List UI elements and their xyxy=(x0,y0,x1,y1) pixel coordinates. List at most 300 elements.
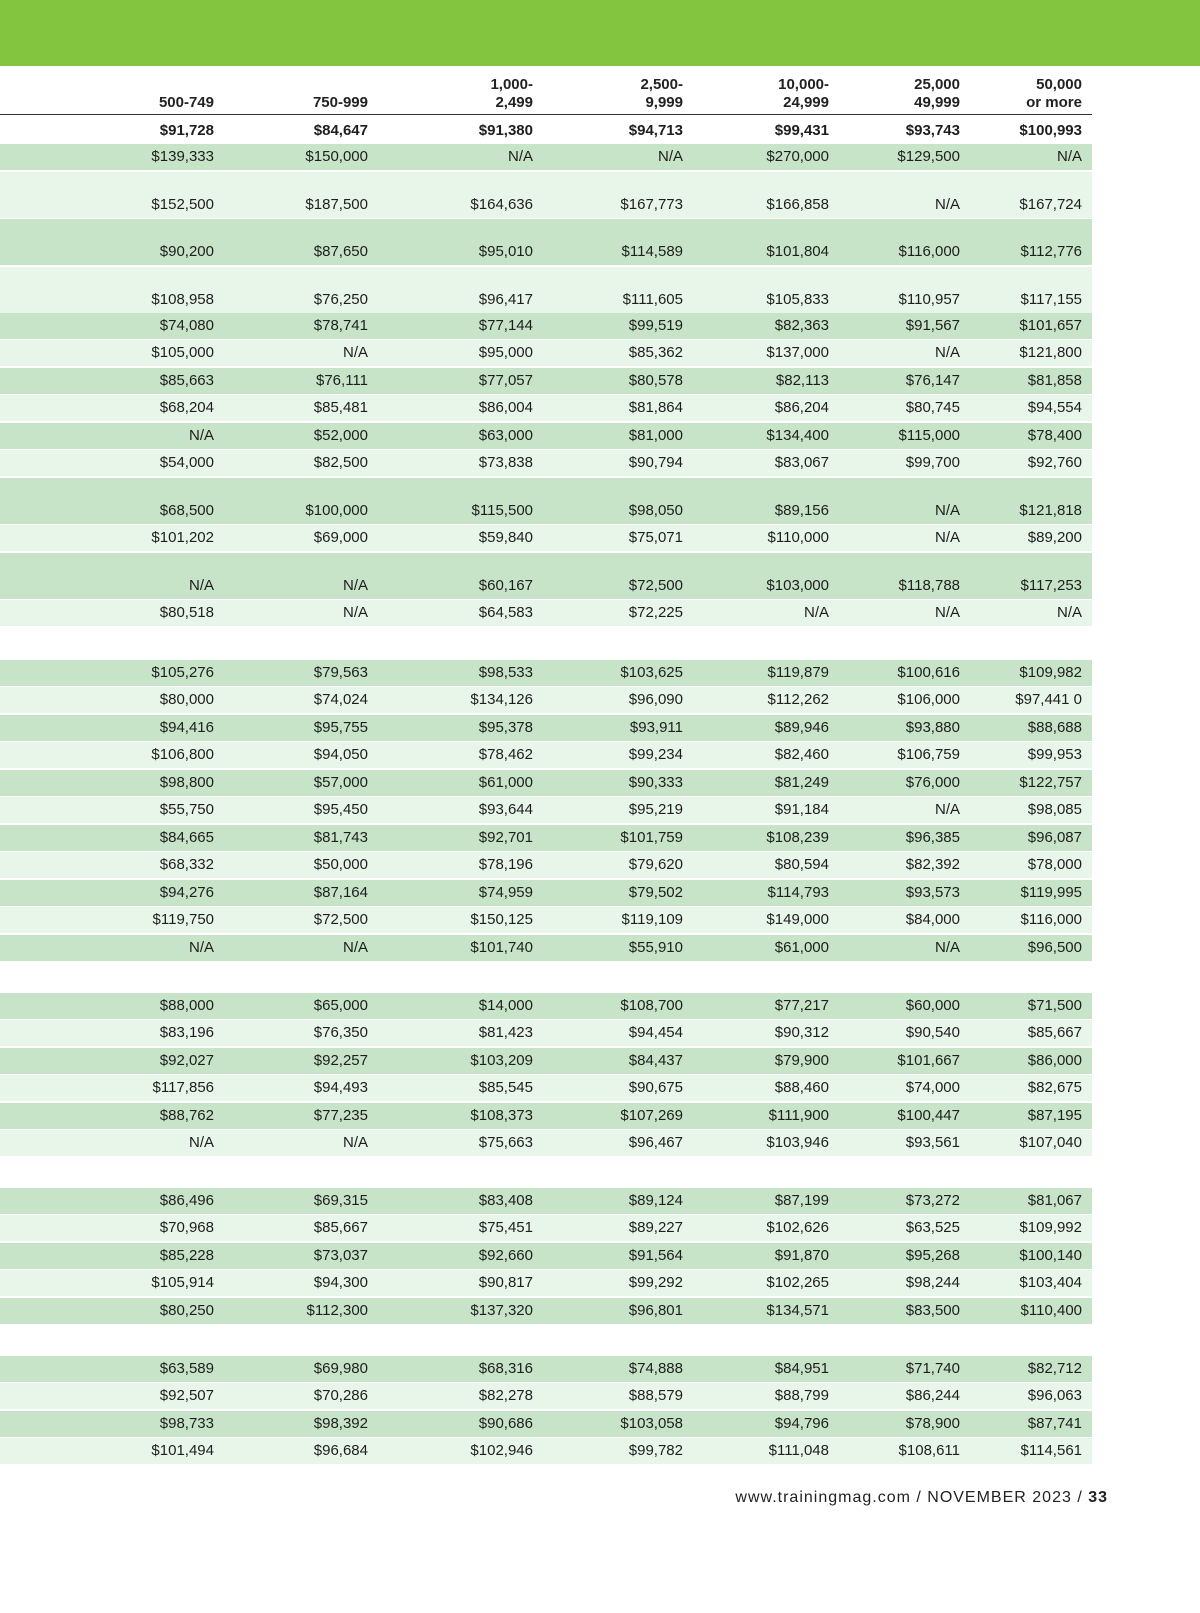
table-cell: N/A xyxy=(934,344,960,361)
table-cell: $95,378 xyxy=(478,719,533,736)
table-cell: $65,000 xyxy=(313,997,368,1014)
table-cell: $103,625 xyxy=(620,664,683,681)
table-cell: $117,856 xyxy=(152,1079,214,1096)
table-cell: $137,000 xyxy=(766,344,829,361)
table-cell: $94,493 xyxy=(313,1079,368,1096)
table-cell: $91,184 xyxy=(774,801,829,818)
table-cell: $134,400 xyxy=(766,427,829,444)
table-cell: $80,578 xyxy=(628,372,683,389)
table-cell: $91,728 xyxy=(159,122,214,139)
table-cell: $87,164 xyxy=(313,884,368,901)
table-cell: $57,000 xyxy=(313,774,368,791)
table-cell: $77,235 xyxy=(313,1107,368,1124)
table-cell: $83,196 xyxy=(159,1024,214,1041)
table-row xyxy=(0,144,1092,170)
table-row xyxy=(0,553,1092,599)
table-cell: $95,450 xyxy=(313,801,368,818)
table-cell: $90,200 xyxy=(159,243,214,260)
table-row xyxy=(0,1243,1092,1269)
table-cell: $74,959 xyxy=(478,884,533,901)
table-cell: N/A xyxy=(342,344,368,361)
table-cell: $98,533 xyxy=(478,664,533,681)
table-cell: $99,700 xyxy=(905,454,960,471)
table-cell: $52,000 xyxy=(313,427,368,444)
table-cell: $72,500 xyxy=(628,577,683,594)
table-cell: $81,000 xyxy=(628,427,683,444)
table-cell: $121,818 xyxy=(1019,502,1082,519)
table-cell: $102,946 xyxy=(470,1442,533,1459)
table-cell: $89,946 xyxy=(774,719,829,736)
table-cell: $114,561 xyxy=(1020,1442,1082,1459)
table-cell: $80,250 xyxy=(159,1302,214,1319)
table-cell: $70,968 xyxy=(159,1219,214,1236)
table-cell: $95,268 xyxy=(905,1247,960,1264)
table-cell: $85,362 xyxy=(628,344,683,361)
table-cell: $54,000 xyxy=(159,454,214,471)
table-cell: $63,000 xyxy=(478,427,533,444)
table-cell: $95,219 xyxy=(628,801,683,818)
table-cell: $109,982 xyxy=(1019,664,1082,681)
table-cell: $86,244 xyxy=(905,1387,960,1404)
table-cell: $187,500 xyxy=(305,196,368,213)
table-cell: $79,620 xyxy=(628,856,683,873)
table-cell: $82,460 xyxy=(774,746,829,763)
table-cell: $90,817 xyxy=(478,1274,533,1291)
table-cell: $134,571 xyxy=(766,1302,829,1319)
column-header-1: 500-749 xyxy=(158,94,214,111)
table-cell: $78,462 xyxy=(478,746,533,763)
table-cell: $84,000 xyxy=(905,911,960,928)
table-cell: N/A xyxy=(342,1134,368,1151)
table-cell: $68,332 xyxy=(159,856,214,873)
table-cell: $118,788 xyxy=(898,577,960,594)
table-cell: $75,451 xyxy=(478,1219,533,1236)
table-cell: $75,663 xyxy=(478,1134,533,1151)
table-cell: $55,910 xyxy=(628,939,683,956)
table-cell: N/A xyxy=(1056,604,1082,621)
table-cell: $91,380 xyxy=(478,122,533,139)
column-header-2: 750-999 xyxy=(312,94,368,111)
table-cell: $92,701 xyxy=(478,829,533,846)
table-cell: $98,733 xyxy=(159,1415,214,1432)
table-row xyxy=(0,219,1092,265)
table-cell: $112,776 xyxy=(1020,243,1082,260)
table-row xyxy=(0,880,1092,906)
table-cell: N/A xyxy=(1056,148,1082,165)
table-row xyxy=(0,852,1092,878)
table-cell: $112,300 xyxy=(306,1302,368,1319)
table-cell: $110,400 xyxy=(1020,1302,1082,1319)
table-cell: $85,667 xyxy=(1027,1024,1082,1041)
table-cell: $164,636 xyxy=(470,196,533,213)
table-cell: $84,665 xyxy=(159,829,214,846)
table-row xyxy=(0,1048,1092,1074)
table-row xyxy=(0,1298,1092,1324)
table-cell: $106,800 xyxy=(151,746,214,763)
table-cell: $60,000 xyxy=(905,997,960,1014)
table-cell: $116,000 xyxy=(1020,911,1082,928)
table-cell: $88,460 xyxy=(774,1079,829,1096)
table-cell: $101,804 xyxy=(766,243,829,260)
table-row xyxy=(0,313,1092,339)
table-cell: N/A xyxy=(803,604,829,621)
table-cell: $86,496 xyxy=(159,1192,214,1209)
table-cell: $100,000 xyxy=(305,502,368,519)
table-cell: $88,762 xyxy=(159,1107,214,1124)
table-cell: $81,858 xyxy=(1027,372,1082,389)
table-cell: $76,111 xyxy=(316,372,368,389)
table-cell: $84,437 xyxy=(628,1052,683,1069)
table-cell: $63,589 xyxy=(159,1360,214,1377)
table-row xyxy=(0,395,1092,421)
table-row xyxy=(0,1188,1092,1214)
table-cell: $99,234 xyxy=(628,746,683,763)
table-cell: $90,333 xyxy=(628,774,683,791)
table-cell: $77,057 xyxy=(478,372,533,389)
table-cell: $82,113 xyxy=(775,372,829,389)
table-cell: $88,799 xyxy=(774,1387,829,1404)
table-cell: $92,027 xyxy=(159,1052,214,1069)
table-cell: $100,993 xyxy=(1019,122,1082,139)
table-cell: $89,200 xyxy=(1027,529,1082,546)
table-cell: $76,000 xyxy=(905,774,960,791)
table-cell: $93,644 xyxy=(478,801,533,818)
table-cell: $68,316 xyxy=(478,1360,533,1377)
table-cell: $111,900 xyxy=(768,1107,829,1124)
table-cell: $94,416 xyxy=(159,719,214,736)
column-header-7: 50,000 or more xyxy=(1026,76,1082,111)
table-cell: $107,269 xyxy=(620,1107,683,1124)
table-cell: $105,000 xyxy=(151,344,214,361)
table-cell: $86,000 xyxy=(1027,1052,1082,1069)
table-cell: $100,616 xyxy=(897,664,960,681)
table-cell: $101,494 xyxy=(151,1442,214,1459)
table-cell: N/A xyxy=(934,801,960,818)
table-cell: N/A xyxy=(188,1134,214,1151)
table-cell: $137,320 xyxy=(470,1302,533,1319)
table-cell: $119,995 xyxy=(1020,884,1082,901)
table-cell: N/A xyxy=(507,148,533,165)
table-cell: $96,417 xyxy=(478,291,533,308)
table-cell: $96,090 xyxy=(628,691,683,708)
table-cell: $76,250 xyxy=(313,291,368,308)
table-row xyxy=(0,1356,1092,1382)
table-cell: $116,000 xyxy=(898,243,960,260)
table-cell: $70,286 xyxy=(313,1387,368,1404)
table-cell: $99,431 xyxy=(774,122,829,139)
column-header-6: 25,000 49,999 xyxy=(914,76,960,111)
table-cell: $92,257 xyxy=(313,1052,368,1069)
table-cell: $100,447 xyxy=(897,1107,960,1124)
column-header-3: 1,000- 2,499 xyxy=(490,76,533,111)
table-cell: $81,743 xyxy=(313,829,368,846)
table-cell: $68,204 xyxy=(159,399,214,416)
table-cell: $92,760 xyxy=(1027,454,1082,471)
table-cell: $93,743 xyxy=(905,122,960,139)
table-cell: $81,249 xyxy=(774,774,829,791)
table-cell: $101,202 xyxy=(151,529,214,546)
table-cell: $94,454 xyxy=(628,1024,683,1041)
table-cell: $87,650 xyxy=(313,243,368,260)
table-cell: $68,500 xyxy=(159,502,214,519)
table-cell: $61,000 xyxy=(774,939,829,956)
table-cell: $103,404 xyxy=(1019,1274,1082,1291)
total-row xyxy=(0,118,1092,144)
table-cell: $150,125 xyxy=(470,911,533,928)
table-cell: N/A xyxy=(342,939,368,956)
table-cell: $71,500 xyxy=(1027,997,1082,1014)
table-cell: $88,000 xyxy=(159,997,214,1014)
table-cell: $91,870 xyxy=(774,1247,829,1264)
table-cell: $72,500 xyxy=(313,911,368,928)
table-row xyxy=(0,825,1092,851)
table-cell: $167,724 xyxy=(1019,196,1082,213)
table-cell: $105,276 xyxy=(151,664,214,681)
table-cell: $76,350 xyxy=(313,1024,368,1041)
footer-text: www.trainingmag.com / NOVEMBER 2023 / xyxy=(735,1489,1089,1506)
table-cell: $102,265 xyxy=(766,1274,829,1291)
table-cell: $85,228 xyxy=(159,1247,214,1264)
table-cell: N/A xyxy=(657,148,683,165)
table-cell: $150,000 xyxy=(305,148,368,165)
table-cell: $91,564 xyxy=(628,1247,683,1264)
table-cell: $94,554 xyxy=(1027,399,1082,416)
table-cell: $112,262 xyxy=(767,691,829,708)
table-cell: $85,667 xyxy=(313,1219,368,1236)
table-cell: N/A xyxy=(188,577,214,594)
table-row xyxy=(0,742,1092,768)
table-cell: $108,700 xyxy=(620,997,683,1014)
table-cell: $88,579 xyxy=(628,1387,683,1404)
table-cell: $85,545 xyxy=(478,1079,533,1096)
table-cell: $114,589 xyxy=(621,243,683,260)
table-cell: $94,713 xyxy=(628,122,683,139)
table-row xyxy=(0,1411,1092,1437)
table-cell: $92,660 xyxy=(478,1247,533,1264)
table-cell: $93,561 xyxy=(905,1134,960,1151)
table-cell: $108,958 xyxy=(151,291,214,308)
table-cell: $96,684 xyxy=(313,1442,368,1459)
table-cell: N/A xyxy=(342,604,368,621)
table-cell: $78,000 xyxy=(1027,856,1082,873)
table-cell: $14,000 xyxy=(478,997,533,1014)
table-cell: $114,793 xyxy=(767,884,829,901)
table-cell: $82,712 xyxy=(1027,1360,1082,1377)
table-cell: $94,276 xyxy=(159,884,214,901)
table-cell: $108,611 xyxy=(898,1442,960,1459)
table-cell: $105,833 xyxy=(766,291,829,308)
table-cell: $117,253 xyxy=(1020,577,1082,594)
top-color-bar xyxy=(0,0,1200,66)
table-cell: $82,278 xyxy=(478,1387,533,1404)
table-cell: $80,000 xyxy=(159,691,214,708)
table-row xyxy=(0,907,1092,933)
table-cell: $73,838 xyxy=(478,454,533,471)
table-cell: $85,663 xyxy=(159,372,214,389)
table-cell: $83,500 xyxy=(905,1302,960,1319)
table-cell: $110,000 xyxy=(767,529,829,546)
table-cell: $74,024 xyxy=(313,691,368,708)
table-row xyxy=(0,525,1092,551)
table-cell: $167,773 xyxy=(620,196,683,213)
table-cell: $93,573 xyxy=(905,884,960,901)
table-cell: $69,315 xyxy=(313,1192,368,1209)
table-cell: $96,063 xyxy=(1027,1387,1082,1404)
table-cell: $103,209 xyxy=(470,1052,533,1069)
table-cell: $82,675 xyxy=(1027,1079,1082,1096)
table-cell: $92,507 xyxy=(159,1387,214,1404)
table-row xyxy=(0,368,1092,394)
table-cell: $90,540 xyxy=(905,1024,960,1041)
table-cell: $101,667 xyxy=(897,1052,960,1069)
table-row xyxy=(0,423,1092,449)
table-cell: $69,000 xyxy=(313,529,368,546)
table-cell: $90,312 xyxy=(774,1024,829,1041)
table-cell: $134,126 xyxy=(470,691,533,708)
table-cell: N/A xyxy=(188,427,214,444)
table-cell: $59,840 xyxy=(478,529,533,546)
table-row xyxy=(0,450,1092,476)
table-cell: $96,801 xyxy=(628,1302,683,1319)
table-row xyxy=(0,267,1092,313)
table-cell: $90,794 xyxy=(628,454,683,471)
table-cell: $74,000 xyxy=(905,1079,960,1096)
table-cell: $89,124 xyxy=(628,1192,683,1209)
table-cell: $102,626 xyxy=(766,1219,829,1236)
table-row xyxy=(0,797,1092,823)
table-cell: $94,796 xyxy=(774,1415,829,1432)
table-cell: $77,217 xyxy=(774,997,829,1014)
table-cell: $93,880 xyxy=(905,719,960,736)
table-row xyxy=(0,1383,1092,1409)
table-cell: $55,750 xyxy=(159,801,214,818)
table-cell: $77,144 xyxy=(478,317,533,334)
table-row xyxy=(0,1438,1092,1464)
table-cell: $75,071 xyxy=(628,529,683,546)
table-cell: $83,408 xyxy=(478,1192,533,1209)
table-cell: $79,900 xyxy=(774,1052,829,1069)
table-cell: $117,155 xyxy=(1020,291,1082,308)
table-cell: $111,048 xyxy=(768,1442,829,1459)
table-cell: $81,423 xyxy=(478,1024,533,1041)
table-cell: $81,067 xyxy=(1027,1192,1082,1209)
table-row xyxy=(0,172,1092,218)
table-cell: $74,080 xyxy=(159,317,214,334)
page-footer xyxy=(600,1489,1108,1507)
table-cell: $87,195 xyxy=(1027,1107,1082,1124)
table-cell: $84,647 xyxy=(313,122,368,139)
table-cell: $74,888 xyxy=(628,1360,683,1377)
table-cell: $79,502 xyxy=(628,884,683,901)
table-cell: $122,757 xyxy=(1019,774,1082,791)
table-cell: $105,914 xyxy=(151,1274,214,1291)
table-cell: $99,953 xyxy=(1027,746,1082,763)
table-cell: N/A xyxy=(934,196,960,213)
table-cell: $101,740 xyxy=(470,939,533,956)
table-cell: $50,000 xyxy=(313,856,368,873)
table-cell: $111,605 xyxy=(622,291,683,308)
column-header-4: 2,500- 9,999 xyxy=(640,76,683,111)
table-cell: $93,911 xyxy=(629,719,683,736)
table-cell: $73,037 xyxy=(313,1247,368,1264)
table-cell: $139,333 xyxy=(151,148,214,165)
table-cell: $109,992 xyxy=(1019,1219,1082,1236)
table-cell: $81,864 xyxy=(628,399,683,416)
table-cell: $110,957 xyxy=(898,291,960,308)
table-row xyxy=(0,340,1092,366)
table-cell: $78,400 xyxy=(1027,427,1082,444)
table-cell: $61,000 xyxy=(478,774,533,791)
column-header-5: 10,000- 24,999 xyxy=(778,76,829,111)
table-cell: $99,782 xyxy=(628,1442,683,1459)
table-cell: N/A xyxy=(934,502,960,519)
table-cell: $89,227 xyxy=(628,1219,683,1236)
table-row xyxy=(0,660,1092,686)
table-cell: $72,225 xyxy=(628,604,683,621)
table-row xyxy=(0,770,1092,796)
table-cell: $83,067 xyxy=(774,454,829,471)
table-row xyxy=(0,715,1092,741)
table-cell: $86,204 xyxy=(774,399,829,416)
table-cell: $99,519 xyxy=(628,317,683,334)
table-cell: $89,156 xyxy=(774,502,829,519)
table-cell: $96,500 xyxy=(1027,939,1082,956)
table-cell: $60,167 xyxy=(478,577,533,594)
table-cell: $103,946 xyxy=(766,1134,829,1151)
table-cell: $64,583 xyxy=(478,604,533,621)
table-cell: $129,500 xyxy=(897,148,960,165)
table-cell: $106,759 xyxy=(897,746,960,763)
table-cell: $86,004 xyxy=(478,399,533,416)
table-cell: $270,000 xyxy=(766,148,829,165)
table-cell: $95,755 xyxy=(313,719,368,736)
table-cell: $80,518 xyxy=(159,604,214,621)
table-cell: $149,000 xyxy=(766,911,829,928)
table-cell: $84,951 xyxy=(774,1360,829,1377)
table-cell: $87,741 xyxy=(1027,1415,1082,1432)
table-cell: $71,740 xyxy=(905,1360,960,1377)
table-cell: $94,050 xyxy=(313,746,368,763)
table-cell: N/A xyxy=(188,939,214,956)
table-cell: $76,147 xyxy=(905,372,960,389)
table-cell: $79,563 xyxy=(313,664,368,681)
table-cell: N/A xyxy=(934,939,960,956)
table-row xyxy=(0,993,1092,1019)
table-cell: $99,292 xyxy=(628,1274,683,1291)
table-cell: $88,688 xyxy=(1027,719,1082,736)
table-cell: $96,385 xyxy=(905,829,960,846)
table-cell: $101,759 xyxy=(620,829,683,846)
table-cell: $108,239 xyxy=(766,829,829,846)
table-cell: $82,500 xyxy=(313,454,368,471)
table-cell: $80,745 xyxy=(905,399,960,416)
table-cell: N/A xyxy=(342,577,368,594)
table-cell: $87,199 xyxy=(774,1192,829,1209)
table-cell: $98,392 xyxy=(313,1415,368,1432)
table-cell: $96,467 xyxy=(628,1134,683,1151)
table-cell: $94,300 xyxy=(313,1274,368,1291)
table-cell: $152,500 xyxy=(151,196,214,213)
table-cell: $90,675 xyxy=(628,1079,683,1096)
table-cell: $101,657 xyxy=(1019,317,1082,334)
table-row xyxy=(0,1020,1092,1046)
table-cell: $98,244 xyxy=(905,1274,960,1291)
table-row xyxy=(0,1075,1092,1101)
table-cell: $95,010 xyxy=(478,243,533,260)
table-cell: $80,594 xyxy=(774,856,829,873)
table-cell: $78,900 xyxy=(905,1415,960,1432)
table-cell: $97,441 0 xyxy=(1015,691,1082,708)
